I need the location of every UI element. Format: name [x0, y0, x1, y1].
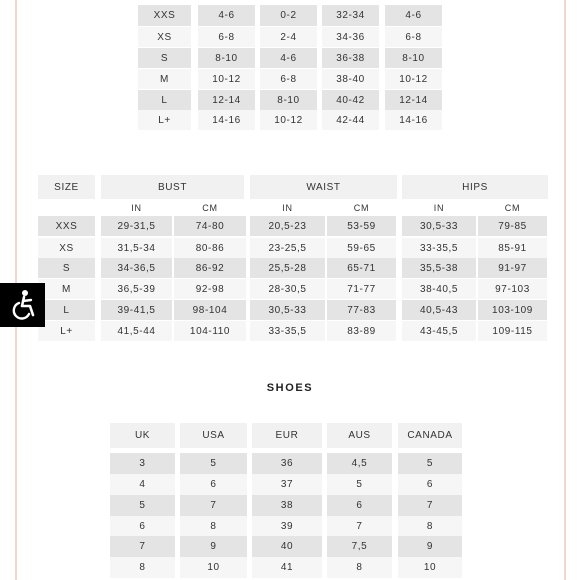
table-cell: 59-65 — [327, 238, 396, 258]
table-cell: XXS — [138, 5, 191, 26]
table-cell: 83-89 — [327, 321, 396, 341]
table-cell: 86-92 — [174, 258, 246, 278]
table-cell: L — [38, 300, 95, 320]
table-cell: 109-115 — [478, 321, 547, 341]
table-cell: 65-71 — [327, 258, 396, 278]
table-cell: 4 — [110, 474, 175, 495]
table-cell: L — [138, 90, 191, 110]
table-cell: 4,5 — [327, 453, 392, 474]
wheelchair-accessibility-icon — [8, 289, 38, 321]
table-cell: 38 — [252, 495, 322, 516]
table-cell: 8-10 — [385, 48, 442, 68]
table-cell: 7,5 — [327, 536, 392, 557]
table-cell: 9 — [398, 536, 462, 557]
table-cell: 10-12 — [260, 110, 317, 130]
table-cell: 41 — [252, 557, 322, 578]
table-cell: 53-59 — [327, 216, 396, 236]
table-cell: 12-14 — [198, 90, 255, 110]
table-cell: XXS — [38, 216, 95, 236]
table-cell: 80-86 — [174, 238, 246, 258]
table-cell: 6 — [180, 474, 247, 495]
table-cell: 2-4 — [260, 27, 317, 47]
table-cell: 29-31,5 — [101, 216, 172, 236]
table-cell: 4-6 — [198, 5, 255, 26]
table-cell: 40-42 — [322, 90, 379, 110]
column-header: UK — [110, 423, 175, 448]
table-cell: 7 — [398, 495, 462, 516]
table-cell: S — [138, 48, 191, 68]
table-cell: 8 — [327, 557, 392, 578]
table-cell: 38-40 — [322, 69, 379, 89]
table-cell: 103-109 — [478, 300, 547, 320]
table-cell: 40,5-43 — [402, 300, 476, 320]
table-cell: 14-16 — [385, 110, 442, 130]
table-cell: 98-104 — [174, 300, 246, 320]
table-cell: 30,5-33 — [250, 300, 325, 320]
table-cell: S — [38, 258, 95, 278]
table-cell: XS — [38, 238, 95, 258]
table-cell: 30,5-33 — [402, 216, 476, 236]
table-cell: 36,5-39 — [101, 279, 172, 299]
table-cell: 5 — [110, 495, 175, 516]
table-cell: 25,5-28 — [250, 258, 325, 278]
column-header: BUST — [101, 175, 244, 199]
table-cell: 74-80 — [174, 216, 246, 236]
table-cell: 39-41,5 — [101, 300, 172, 320]
table-cell: 5 — [327, 474, 392, 495]
table-cell: 23-25,5 — [250, 238, 325, 258]
table-cell: 20,5-23 — [250, 216, 325, 236]
table-cell: 43-45,5 — [402, 321, 476, 341]
column-header: USA — [180, 423, 247, 448]
table-cell: 6 — [327, 495, 392, 516]
table-cell: 32-34 — [322, 5, 379, 26]
column-header: HIPS — [402, 175, 548, 199]
table-cell: 41,5-44 — [101, 321, 172, 341]
table-cell: 8-10 — [260, 90, 317, 110]
column-subheader: CM — [504, 203, 521, 213]
table-cell: 12-14 — [385, 90, 442, 110]
column-subheader: IN — [282, 203, 293, 213]
accessibility-button[interactable] — [0, 283, 45, 327]
table-cell: 85-91 — [478, 238, 547, 258]
table-cell: XS — [138, 27, 191, 47]
table-cell: 40 — [252, 536, 322, 557]
table-cell: 4-6 — [385, 5, 442, 26]
table-cell: M — [38, 279, 95, 299]
table-cell: 14-16 — [198, 110, 255, 130]
table-cell: L+ — [38, 321, 95, 341]
table-cell: 31,5-34 — [101, 238, 172, 258]
table-cell: 7 — [327, 516, 392, 537]
table-cell: 34-36 — [322, 27, 379, 47]
column-header: EUR — [252, 423, 322, 448]
table-cell: 77-83 — [327, 300, 396, 320]
table-cell: 36-38 — [322, 48, 379, 68]
column-header: WAIST — [250, 175, 397, 199]
page-border-right — [564, 0, 566, 580]
table-cell: 7 — [180, 495, 247, 516]
table-cell: 42-44 — [322, 110, 379, 130]
table-cell: 7 — [110, 536, 175, 557]
table-cell: 8 — [398, 516, 462, 537]
table-cell: 33-35,5 — [250, 321, 325, 341]
column-subheader: IN — [131, 203, 142, 213]
table-cell: 8 — [110, 557, 175, 578]
table-cell: 34-36,5 — [101, 258, 172, 278]
table-cell: 6-8 — [385, 27, 442, 47]
table-cell: 10-12 — [385, 69, 442, 89]
table-cell: 36 — [252, 453, 322, 474]
table-cell: 9 — [180, 536, 247, 557]
column-header: AUS — [327, 423, 392, 448]
column-header: CANADA — [398, 423, 462, 448]
table-cell: 5 — [398, 453, 462, 474]
table-cell: 35,5-38 — [402, 258, 476, 278]
shoes-title: SHOES — [266, 382, 314, 394]
column-header: SIZE — [38, 175, 95, 199]
table-cell: 39 — [252, 516, 322, 537]
table-cell: 6 — [110, 516, 175, 537]
table-cell: 0-2 — [260, 5, 317, 26]
table-cell: 4-6 — [260, 48, 317, 68]
table-cell: 104-110 — [174, 321, 246, 341]
table-cell: 91-97 — [478, 258, 547, 278]
table-cell: 71-77 — [327, 279, 396, 299]
table-cell: 38-40,5 — [402, 279, 476, 299]
table-cell: 8 — [180, 516, 247, 537]
column-subheader: IN — [433, 203, 445, 213]
table-cell: 28-30,5 — [250, 279, 325, 299]
column-subheader: CM — [202, 203, 218, 213]
table-cell: 6 — [398, 474, 462, 495]
table-cell: L+ — [138, 110, 191, 130]
table-cell: 8-10 — [198, 48, 255, 68]
table-cell: 92-98 — [174, 279, 246, 299]
table-cell: 10 — [180, 557, 247, 578]
table-cell: 10 — [398, 557, 462, 578]
table-cell: 97-103 — [478, 279, 547, 299]
table-cell: 6-8 — [260, 69, 317, 89]
column-subheader: CM — [353, 203, 370, 213]
table-cell: 37 — [252, 474, 322, 495]
table-cell: 5 — [180, 453, 247, 474]
table-cell: M — [138, 69, 191, 89]
table-cell: 79-85 — [478, 216, 547, 236]
table-cell: 3 — [110, 453, 175, 474]
table-cell: 10-12 — [198, 69, 255, 89]
table-cell: 33-35,5 — [402, 238, 476, 258]
table-cell: 6-8 — [198, 27, 255, 47]
